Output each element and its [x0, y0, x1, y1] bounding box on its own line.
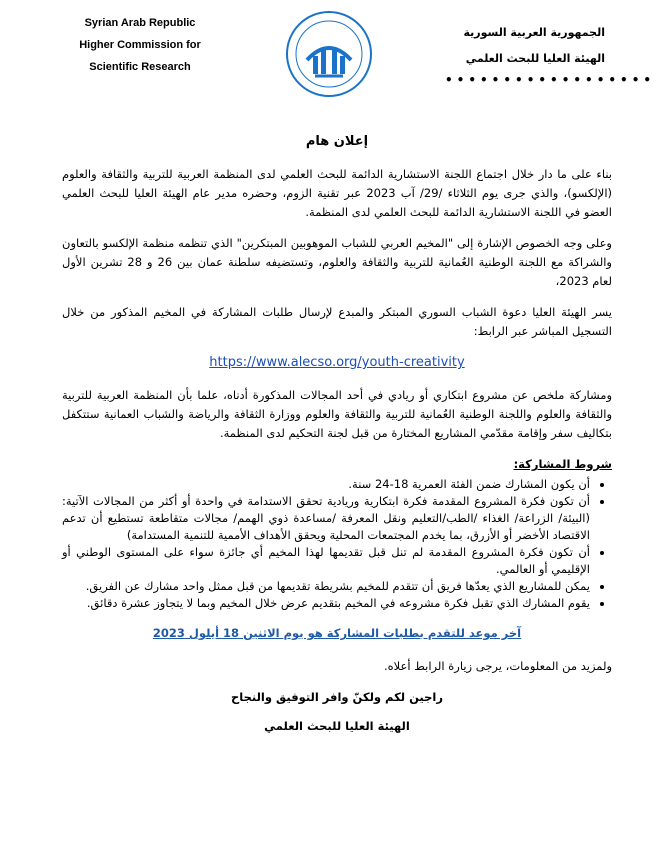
header-en-line3: Scientific Research — [89, 61, 191, 73]
header-en-line1: Syrian Arab Republic — [84, 17, 196, 29]
conditions-title: شروط المشاركة: — [513, 457, 612, 471]
more-info: ولمزيد من المعلومات، يرجى زيارة الرابط أعلاه. — [383, 659, 612, 673]
header-english — [40, 12, 240, 78]
deadline-notice: آخر موعد للتقدم بطلبات المشاركة هو يوم الاثنين 18 أيلول 2023 — [152, 626, 522, 640]
condition-item: • أن تكون فكرة المشروع المقدمة لم تنل قبل تقديمها لهذا المخيم أي جائزة سواء على المستوى الوطني أو الإقليمي أو العالمي. — [62, 544, 590, 578]
signature: الهيئة العليا للبحث العلمي — [264, 719, 410, 733]
header-ar-line2: الهيئة العليا للبحث العلمي — [465, 52, 605, 65]
condition-item: • يمكن للمشاريع الذي يعدّها فريق أن تتقدم للمخيم بشريطة تقديمها من قبل ممثل واحد مشارك عن الفريق. — [62, 578, 590, 595]
header-arabic — [445, 20, 656, 88]
paragraph-4: ومشاركة ملخص عن مشروع ابتكاري أو ريادي في أحد المجالات المذكورة أدناه، علما بأن المنظمة العربية للتربية والثقافة والعلوم واللجنة الوطنية العُمانية للتربية والثقافة والعلوم ووزارة الثقافة والرياضة والشباب العمانية ستتكفل بتكاليف سفر وإقامة مقدّمي المشاريع المختارة من قبل لجنة التحكيم لدى المنظمة. — [62, 388, 612, 440]
announcement-body — [62, 132, 612, 736]
condition-item: • أن تكون فكرة المشروع المقدمة فكرة ابتكارية وريادية تحقق الاستدامة في واحدة أو أكثر من المجالات الآتية: (البيئة/ الزراعة/ الغذاء /الطب/التعليم ونقل المعرفة /مساعدة ذوي الهمم/ مجالات متقاطعة تستطيع أن تدعم الاقتصاد الأخضر أو الأزرق، بما يخدم المجتمعات المحلية ويحقق الأهداف الأممية للتنمية المستدامة) — [62, 493, 590, 544]
page-title: إعلان هام — [305, 134, 369, 149]
condition-item: • أن يكون المشارك ضمن الفئة العمرية 18-24 سنة. — [62, 476, 590, 493]
registration-link-row — [62, 353, 612, 372]
condition-item: • يقوم المشارك الذي تقبل فكرة مشروعه في المخيم بتقديم عرض خلال المخيم وبما لا يتجاوز عشرة دقائق. — [62, 595, 590, 612]
registration-link[interactable]: https://www.alecso.org/youth-creativity — [209, 355, 465, 370]
paragraph-2: وعلى وجه الخصوص الإشارة إلى "المخيم العربي للشباب الموهوبين المبتكرين" الذي تنظمه منظمة الإلكسو بالتعاون والشراكة مع اللجنة الوطنية العُمانية للتربية والثقافة والعلوم، وتستضيفه سلطنة عمان بين 26 و 28 تشرين الأول لعام 2023، — [62, 236, 612, 288]
closing-line: راجين لكم ولكنّ وافر التوفيق والنجاح — [231, 690, 443, 704]
paragraph-1: بناء على ما دار خلال اجتماع اللجنة الاستشارية الدائمة للبحث العلمي لدى المنظمة العربية للتربية والثقافة والعلوم (الإلكسو)، والذي جرى يوم الثلاثاء /29/ آب 2023 عبر تقنية الزوم، وحضره مدير عام الهيئة العليا للبحث العلمي العضو في اللجنة الاستشارية الدائمة للبحث العلمي لدى المنظمة. — [62, 167, 612, 219]
conditions-list — [62, 476, 612, 612]
hcsr-logo-icon — [285, 10, 373, 98]
header-en-line2: Higher Commission for — [79, 39, 201, 51]
header-ar-line1: الجمهورية العربية السورية — [463, 26, 605, 39]
header-dots: •••••••••••••••••• — [445, 73, 656, 87]
paragraph-3: يسر الهيئة العليا دعوة الشباب السوري المبتكر والمبدع لإرسال طلبات المشاركة في المخيم المذكور من خلال التسجيل المباشر عبر الرابط: — [62, 305, 612, 338]
